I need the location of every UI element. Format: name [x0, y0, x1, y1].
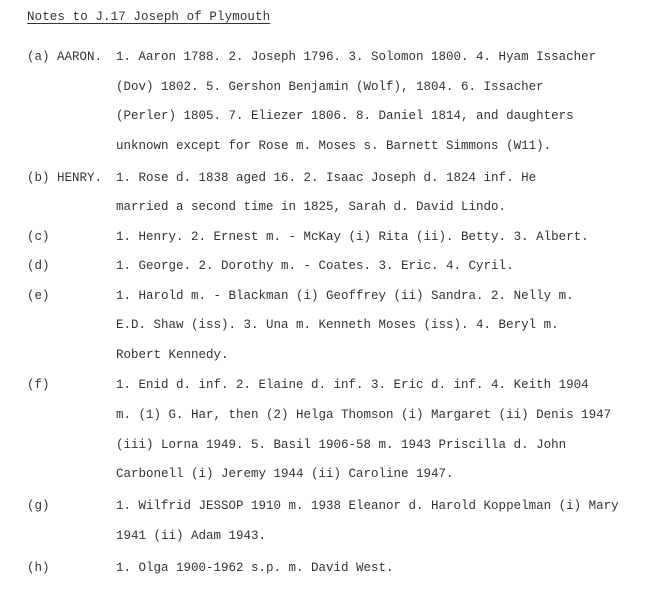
entry-g-line-1: 1. Wilfrid JESSOP 1910 m. 1938 Eleanor d. Harold Koppelman (i) Mary — [116, 499, 619, 513]
entry-a-line-3: (Perler) 1805. 7. Eliezer 1806. 8. Daniel 1814, and daughters — [116, 109, 574, 123]
entry-d-line-1: 1. George. 2. Dorothy m. - Coates. 3. Eric. 4. Cyril. — [116, 259, 514, 273]
entry-b-line-1: 1. Rose d. 1838 aged 16. 2. Isaac Joseph d. 1824 inf. He — [116, 171, 537, 185]
entry-label-h: (h) — [27, 561, 50, 575]
document-title: Notes to J.17 Joseph of Plymouth — [27, 10, 271, 24]
entry-e-line-3: Robert Kennedy. — [116, 348, 229, 362]
entry-f-line-2: m. (1) G. Har, then (2) Helga Thomson (i) Margaret (ii) Denis 1947 — [116, 408, 612, 422]
entry-c-line-1: 1. Henry. 2. Ernest m. - McKay (i) Rita (ii). Betty. 3. Albert. — [116, 230, 589, 244]
entry-f-line-1: 1. Enid d. inf. 2. Elaine d. inf. 3. Eric d. inf. 4. Keith 1904 — [116, 378, 589, 392]
entry-label-f: (f) — [27, 378, 50, 392]
entry-f-line-3: (iii) Lorna 1949. 5. Basil 1906-58 m. 1943 Priscilla d. John — [116, 438, 567, 452]
entry-a-line-4: unknown except for Rose m. Moses s. Barnett Simmons (W11). — [116, 139, 552, 153]
entry-label-g: (g) — [27, 499, 50, 513]
entry-h-line-1: 1. Olga 1900-1962 s.p. m. David West. — [116, 561, 394, 575]
entry-e-line-2: E.D. Shaw (iss). 3. Una m. Kenneth Moses (iss). 4. Beryl m. — [116, 318, 559, 332]
entry-f-line-4: Carbonell (i) Jeremy 1944 (ii) Caroline 1947. — [116, 467, 454, 481]
entry-a-line-1: 1. Aaron 1788. 2. Joseph 1796. 3. Solomon 1800. 4. Hyam Issacher — [116, 50, 597, 64]
entry-label-a: (a) AARON. — [27, 50, 103, 64]
entry-g-line-2: 1941 (ii) Adam 1943. — [116, 529, 267, 543]
entry-e-line-1: 1. Harold m. - Blackman (i) Geoffrey (ii) Sandra. 2. Nelly m. — [116, 289, 574, 303]
entry-b-line-2: married a second time in 1825, Sarah d. David Lindo. — [116, 200, 507, 214]
entry-a-line-2: (Dov) 1802. 5. Gershon Benjamin (Wolf), 1804. 6. Issacher — [116, 80, 544, 94]
entry-label-b: (b) HENRY. — [27, 171, 103, 185]
entry-label-c: (c) — [27, 230, 50, 244]
entry-label-d: (d) — [27, 259, 50, 273]
entry-label-e: (e) — [27, 289, 50, 303]
